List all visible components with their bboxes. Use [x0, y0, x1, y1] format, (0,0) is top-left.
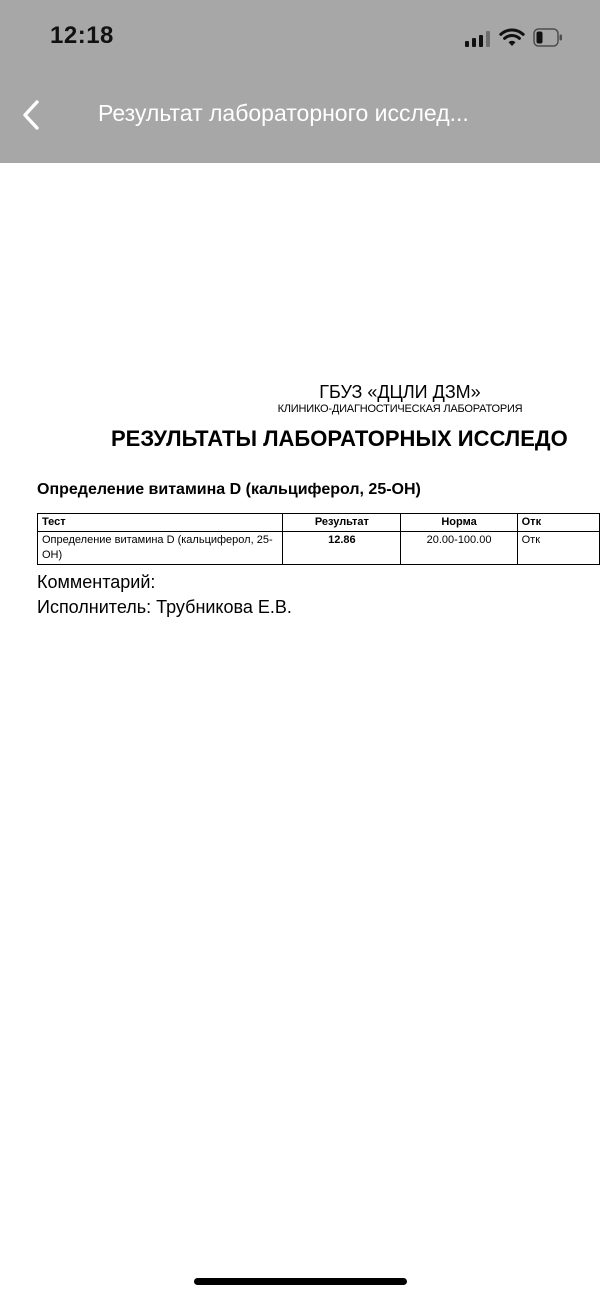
document-viewer[interactable] — [0, 163, 600, 1297]
table-header-row — [38, 514, 600, 532]
table-row — [38, 532, 600, 565]
column-header-result: Результат — [283, 514, 401, 532]
test-title: Определение витамина D (кальциферол, 25-OH) — [37, 481, 421, 498]
back-button[interactable] — [18, 98, 48, 132]
cellular-signal-icon — [465, 31, 491, 47]
home-indicator[interactable] — [194, 1278, 407, 1285]
cell-deviation: Отк — [517, 532, 599, 565]
wifi-icon — [499, 27, 525, 47]
org-name: ГБУЗ «ДЦЛИ ДЗМ» — [319, 382, 481, 402]
column-header-test: Тест — [38, 514, 283, 532]
results-table — [37, 513, 600, 565]
status-time: 12:18 — [50, 22, 114, 49]
nav-title: Результат лабораторного исслед... — [98, 100, 469, 126]
column-header-norm: Норма — [401, 514, 517, 532]
chevron-left-icon — [25, 102, 37, 128]
executor-label: Исполнитель: Трубникова Е.В. — [37, 597, 292, 617]
top-bar — [0, 0, 600, 163]
cell-test: Определение витамина D (кальциферол, 25-OH) — [38, 532, 283, 565]
lab-name: КЛИНИКО-ДИАГНОСТИЧЕСКАЯ ЛАБОРАТОРИЯ — [277, 403, 523, 415]
column-header-deviation: Отк — [517, 514, 599, 532]
cell-result: 12.86 — [283, 532, 401, 565]
battery-low-icon — [533, 28, 563, 47]
cell-norm: 20.00-100.00 — [401, 532, 517, 565]
comment-label: Комментарий: — [37, 572, 156, 592]
document-heading: РЕЗУЛЬТАТЫ ЛАБОРАТОРНЫХ ИССЛЕДО — [111, 426, 568, 451]
